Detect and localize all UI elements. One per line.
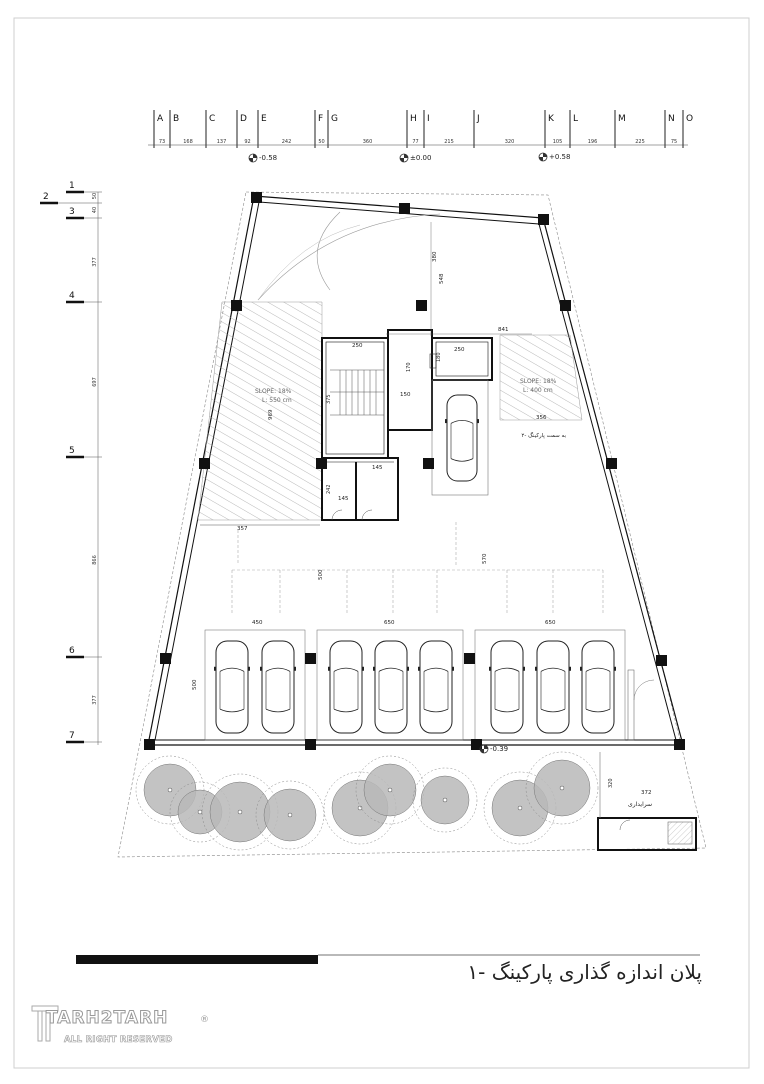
drawing-title: پلان اندازه گذاری پارکینگ -۱ [467,960,702,984]
grid-row-dim: 50 [92,192,98,200]
grid-col-label-E: E [261,114,267,124]
ramp-right [500,335,582,439]
grid-col-dim: 92 [244,139,251,145]
grid-col-dim: 75 [670,139,678,145]
grid-row-dim: 697 [92,377,98,387]
level-bottom-label: -0.39 [490,745,509,753]
landscape-trees [136,752,598,850]
grid-col-dim: 73 [158,139,166,145]
grid-col-label-O: O [686,114,694,124]
grid-col-dim: 242 [281,139,292,145]
structural-column [160,653,171,664]
grid-col-label-H: H [410,114,417,124]
level-marker-right [539,153,570,161]
grid-col-label-B: B [173,114,180,124]
grid-col-dim: 168 [183,139,193,145]
car-icon [328,641,364,733]
dim-242: 242 [326,484,332,494]
logo-brand: TARH2TARH [46,1008,169,1028]
dim-320: 320 [608,778,614,788]
column-grid [154,110,693,148]
grid-col-dim: 360 [362,139,373,145]
dim-180: 180 [436,352,442,362]
dim-250a: 250 [352,343,363,349]
structural-column [464,653,475,664]
structural-column [251,192,262,203]
dim-380: 380 [432,251,438,262]
grid-col-dim: 196 [587,139,598,145]
grid-col-label-L: L [573,114,579,124]
grid-col-label-M: M [618,114,626,124]
dim-841: 841 [498,327,509,333]
structural-column [305,739,316,750]
structural-column [305,653,316,664]
guard-room-label: سرایداری [628,801,653,808]
grid-row-label-3: 3 [69,207,75,217]
ramp-left [198,302,322,532]
structural-column [399,203,410,214]
car-icon [373,641,409,733]
grid-row-label-4: 4 [69,291,75,301]
grid-row-label-2: 2 [43,192,49,202]
grid-row-dim: 866 [92,555,98,565]
structural-column [199,458,210,469]
grid-col-label-A: A [157,114,164,124]
ramp-curve [317,212,340,290]
tree-icon [256,781,324,849]
dim-150: 150 [400,392,411,398]
level-marker-left [249,154,277,162]
grid-row-label-7: 7 [69,731,75,741]
sheet-border [14,18,749,1068]
grid-row-label-6: 6 [69,646,75,656]
structural-column [674,739,685,750]
grid-col-dim: 137 [216,139,227,145]
dim-375: 375 [326,394,332,404]
grid-row-dim: 377 [92,695,98,705]
grid-col-label-K: K [548,114,554,124]
grid-col-dim: 105 [552,139,563,145]
structural-column [606,458,617,469]
car-icon [445,395,479,481]
structural-column [560,300,571,311]
grid-col-label-C: C [209,114,216,124]
grid-col-label-D: D [240,114,247,124]
dim-969: 969 [268,409,274,420]
grid-col-label-J: J [477,114,480,124]
brand-logo [30,1002,209,1052]
dim-650a: 650 [384,620,395,626]
row-grid [40,181,102,745]
dim-650b: 650 [545,620,556,626]
grid-col-dim: 215 [444,139,454,145]
ramp-right-note: به سمت پارکینگ -۲ [521,433,566,439]
dim-145b: 145 [338,496,349,502]
dim-357: 357 [237,526,248,532]
grid-col-label-I: I [427,114,430,124]
logo-rights: ALL RIGHT RESERVED [64,1035,173,1045]
title-bar-thick [76,955,318,964]
car-icon [418,641,454,733]
grid-col-label-F: F [318,114,324,124]
grid-col-dim: 50 [318,139,325,145]
tree-icon [413,768,477,832]
level-center-label: ±0.00 [410,154,432,162]
registered-icon: ® [200,1015,209,1025]
car-icon [214,641,250,733]
grid-col-dim: 225 [635,139,645,145]
dim-450: 450 [252,620,263,626]
structural-column [316,458,327,469]
level-marker-center [400,154,431,162]
structural-column [144,739,155,750]
dim-500: 500 [318,569,324,580]
grid-row-dim: 377 [92,257,98,267]
ramp-right-slope: SLOPE: 18% [520,378,557,385]
grid-col-dim: 320 [504,139,515,145]
dim-356: 356 [536,415,547,421]
car-icon [580,641,616,733]
grid-col-dim: 77 [412,139,419,145]
grid-row-dim: 40 [92,206,98,214]
structural-column [416,300,427,311]
ramp-right-length: L: 400 cm [523,387,553,394]
dim-145a: 145 [372,465,383,471]
dim-548: 548 [439,273,445,284]
dim-570: 570 [482,553,488,564]
dim-170: 170 [406,362,412,372]
level-marker-bottom [480,745,508,753]
level-left-label: -0.58 [259,154,278,162]
grid-col-label-G: G [331,114,338,124]
structural-column [656,655,667,666]
dim-500b: 500 [192,679,198,690]
structural-column [231,300,242,311]
level-right-label: +0.58 [549,153,571,161]
grid-col-label-N: N [668,114,675,124]
ramp-left-length: L: 550 cm [262,397,292,404]
car-icon [489,641,525,733]
car-icon [535,641,571,733]
ramp-left-slope: SLOPE: 18% [255,388,292,395]
structural-column [423,458,434,469]
circulation-arrows [232,522,603,615]
dim-250b: 250 [454,347,465,353]
dim-372: 372 [641,790,652,796]
site-boundary [118,192,706,857]
structural-column [538,214,549,225]
grid-row-label-5: 5 [69,446,75,456]
car-icon [260,641,296,733]
grid-row-label-1: 1 [69,181,75,191]
